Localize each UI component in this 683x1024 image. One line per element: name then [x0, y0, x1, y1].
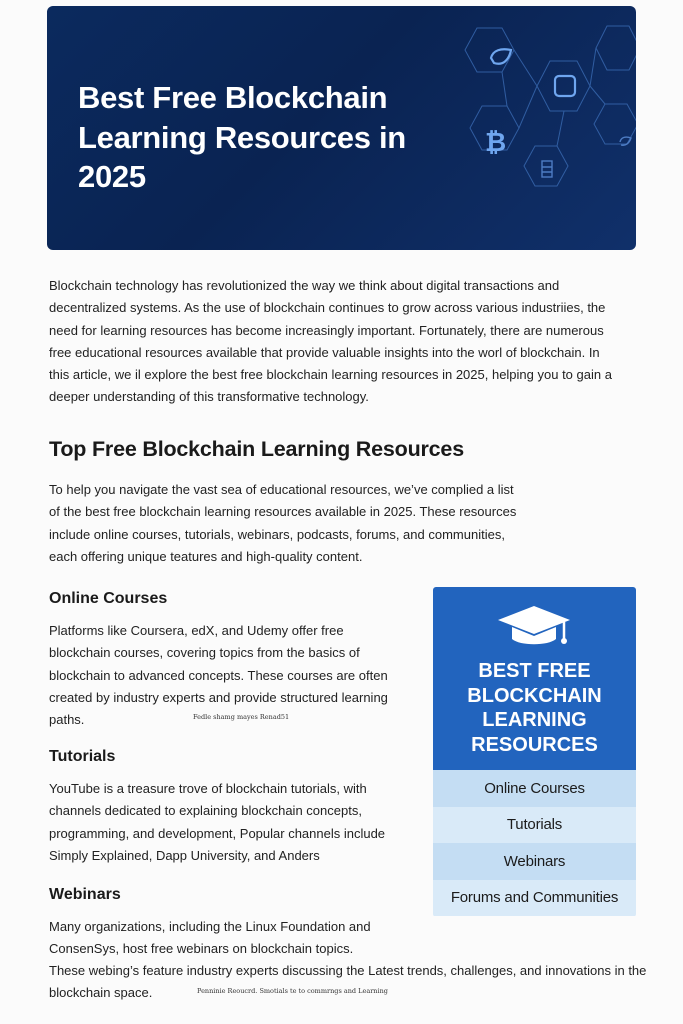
document-icon: [542, 161, 552, 177]
card-title: BEST FREE BLOCKCHAIN LEARNING RESOURCES: [467, 660, 602, 756]
webinars-paragraph-continued: These webing’s feature industry experts discussing the Latest trends, challenges, and innovations in the blockchain space.: [49, 963, 647, 1001]
card-item-webinars[interactable]: Webinars: [433, 843, 636, 880]
tutorials-paragraph: YouTube is a treasure trove of blockchain tutorials, with channels dedicated to explaining blockchain concepts, programming, and development, Popular channels include Simply Explained, Dapp University, and Anders: [49, 781, 386, 863]
webinars-paragraph: Many organizations, including the Linux Foundation and ConsenSys, host free webinars on blockchain topics.: [49, 919, 371, 957]
hero-banner: [47, 6, 636, 250]
hero-title: Best Free Blockchain Learning Resources in 2025: [78, 80, 406, 194]
card-item-online-courses[interactable]: Online Courses: [433, 770, 636, 807]
svg-text:₿: ₿: [485, 128, 507, 158]
card-item-tutorials[interactable]: Tutorials: [433, 807, 636, 844]
card-item-forums-communities[interactable]: Forums and Communities: [433, 880, 636, 917]
tutorials-heading: Tutorials: [49, 748, 116, 765]
graduation-cap-icon: [494, 603, 574, 649]
tiny-note: Fedle shamg mayes Renad51: [193, 713, 290, 721]
webinars-heading: Webinars: [49, 886, 121, 903]
card-header: [433, 587, 636, 770]
intro-paragraph: Blockchain technology has revolutionized the way we think about digital transactions and decentralized systems. As the use of blockchain continues to grow across various industriies, the need for learning resources has become increasingly important. Fortunately, there are numerous free educational resources available that provide valuable insights into the worl of blockchain. In this article, we il explore the best free blockchain learning resources in 2025, helping you to gain a deeper understanding of this transformative technology.: [49, 278, 612, 405]
section-lead-paragraph: To help you navigate the vast sea of educational resources, we’ve complied a list of the best free blockchain learning resources available in 2025. These resources include online courses, tutorials, webinars, podcasts, forums, and communities, each offering unique teatures and high-quality content.: [49, 482, 517, 564]
blockchain-hexagon-graphic: [407, 6, 636, 250]
section-heading: Top Free Blockchain Learning Resources: [49, 437, 464, 461]
resources-card: [433, 587, 636, 917]
bitcoin-icon: [485, 128, 506, 158]
square-icon: [555, 76, 575, 96]
online-courses-paragraph: Platforms like Coursera, edX, and Udemy offer free blockchain courses, covering topics from the basics of blockchain to advanced concepts. These courses are often created by industry experts and provide structured learning paths.: [49, 623, 388, 728]
tiny-note: Penninie Reoucrd. Smotials te to commrngs and Learning: [197, 987, 388, 995]
online-courses-heading: Online Courses: [49, 590, 168, 607]
